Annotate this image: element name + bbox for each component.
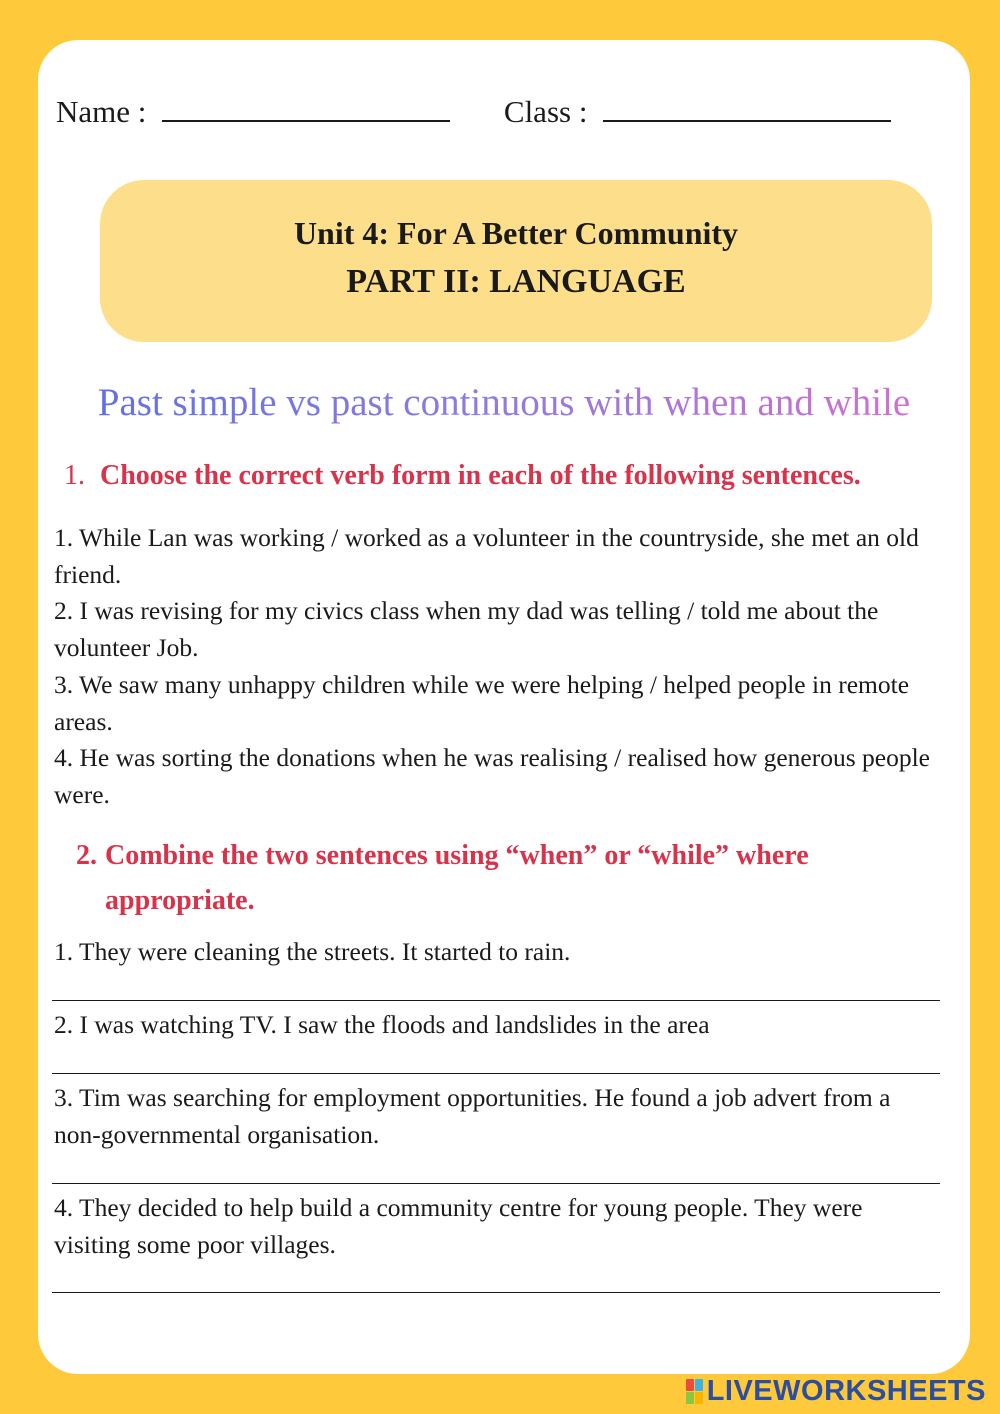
name-blank-input[interactable]: [162, 92, 450, 122]
title-box: [100, 180, 932, 342]
exercise2-item-2: [54, 1006, 942, 1043]
class-field: [504, 92, 891, 130]
exercise2-number: 2.: [76, 840, 97, 871]
worksheet-card: [38, 40, 970, 1374]
name-label: Name :: [56, 94, 147, 129]
name-field: [56, 92, 450, 130]
exercise2-heading: [76, 833, 936, 923]
exercise2-item-4: [54, 1189, 942, 1263]
exercise1-item-2[interactable]: 2. I was revising for my civics class when my dad was telling / told me about the volunteer Job.: [54, 596, 879, 663]
answer-line-3[interactable]: [52, 1183, 940, 1184]
exercise2-item-3: [54, 1079, 942, 1153]
answer-line-2[interactable]: [52, 1073, 940, 1074]
exercise1-item-3[interactable]: 3. We saw many unhappy children while we were helping / helped people in remote areas.: [54, 669, 910, 736]
exercise2-item-3-text: 3. Tim was searching for employment opportunities. He found a job advert from a non-governmental organisation.: [54, 1083, 891, 1149]
exercise2-item-2-text: 2. I was watching TV. I saw the floods and landslides in the area: [54, 1010, 710, 1039]
exercise1-instruction: Choose the correct verb form in each of the following sentences.: [100, 460, 861, 491]
exercise2-item-1-text: 1. They were cleaning the streets. It started to rain.: [54, 937, 571, 966]
exercise2-item-4-text: 4. They decided to help build a community centre for young people. They were visiting some poor villages.: [54, 1193, 863, 1259]
exercise2-instruction: Combine the two sentences using “when” or “while” where appropriate.: [105, 840, 809, 916]
exercise1-heading: [64, 453, 964, 498]
exercise1-item-4[interactable]: 4. He was sorting the donations when he was realising / realised how generous people were.: [54, 743, 930, 809]
class-label: Class :: [503, 94, 588, 129]
liveworksheets-brand: [686, 1373, 986, 1409]
brand-text: LIVEWORKSHEETS: [706, 1374, 986, 1407]
unit-title: Unit 4: For A Better Community: [293, 215, 739, 251]
part-title: PART II: LANGUAGE: [346, 263, 686, 300]
liveworksheets-logo-icon: [686, 1379, 703, 1404]
answer-line-1[interactable]: [52, 1000, 940, 1001]
exercise2-item-1: [54, 933, 942, 970]
class-blank-input[interactable]: [603, 92, 891, 122]
exercise1-items: [54, 520, 964, 814]
exercise1-number: 1.: [64, 460, 85, 491]
answer-line-4[interactable]: [52, 1292, 940, 1293]
topic-heading: Past simple vs past continuous with when and while: [38, 380, 970, 425]
exercise1-item-1[interactable]: 1. While Lan was working / worked as a volunteer in the countryside, she met an old friend.: [54, 523, 919, 589]
student-info-row: [56, 92, 937, 130]
